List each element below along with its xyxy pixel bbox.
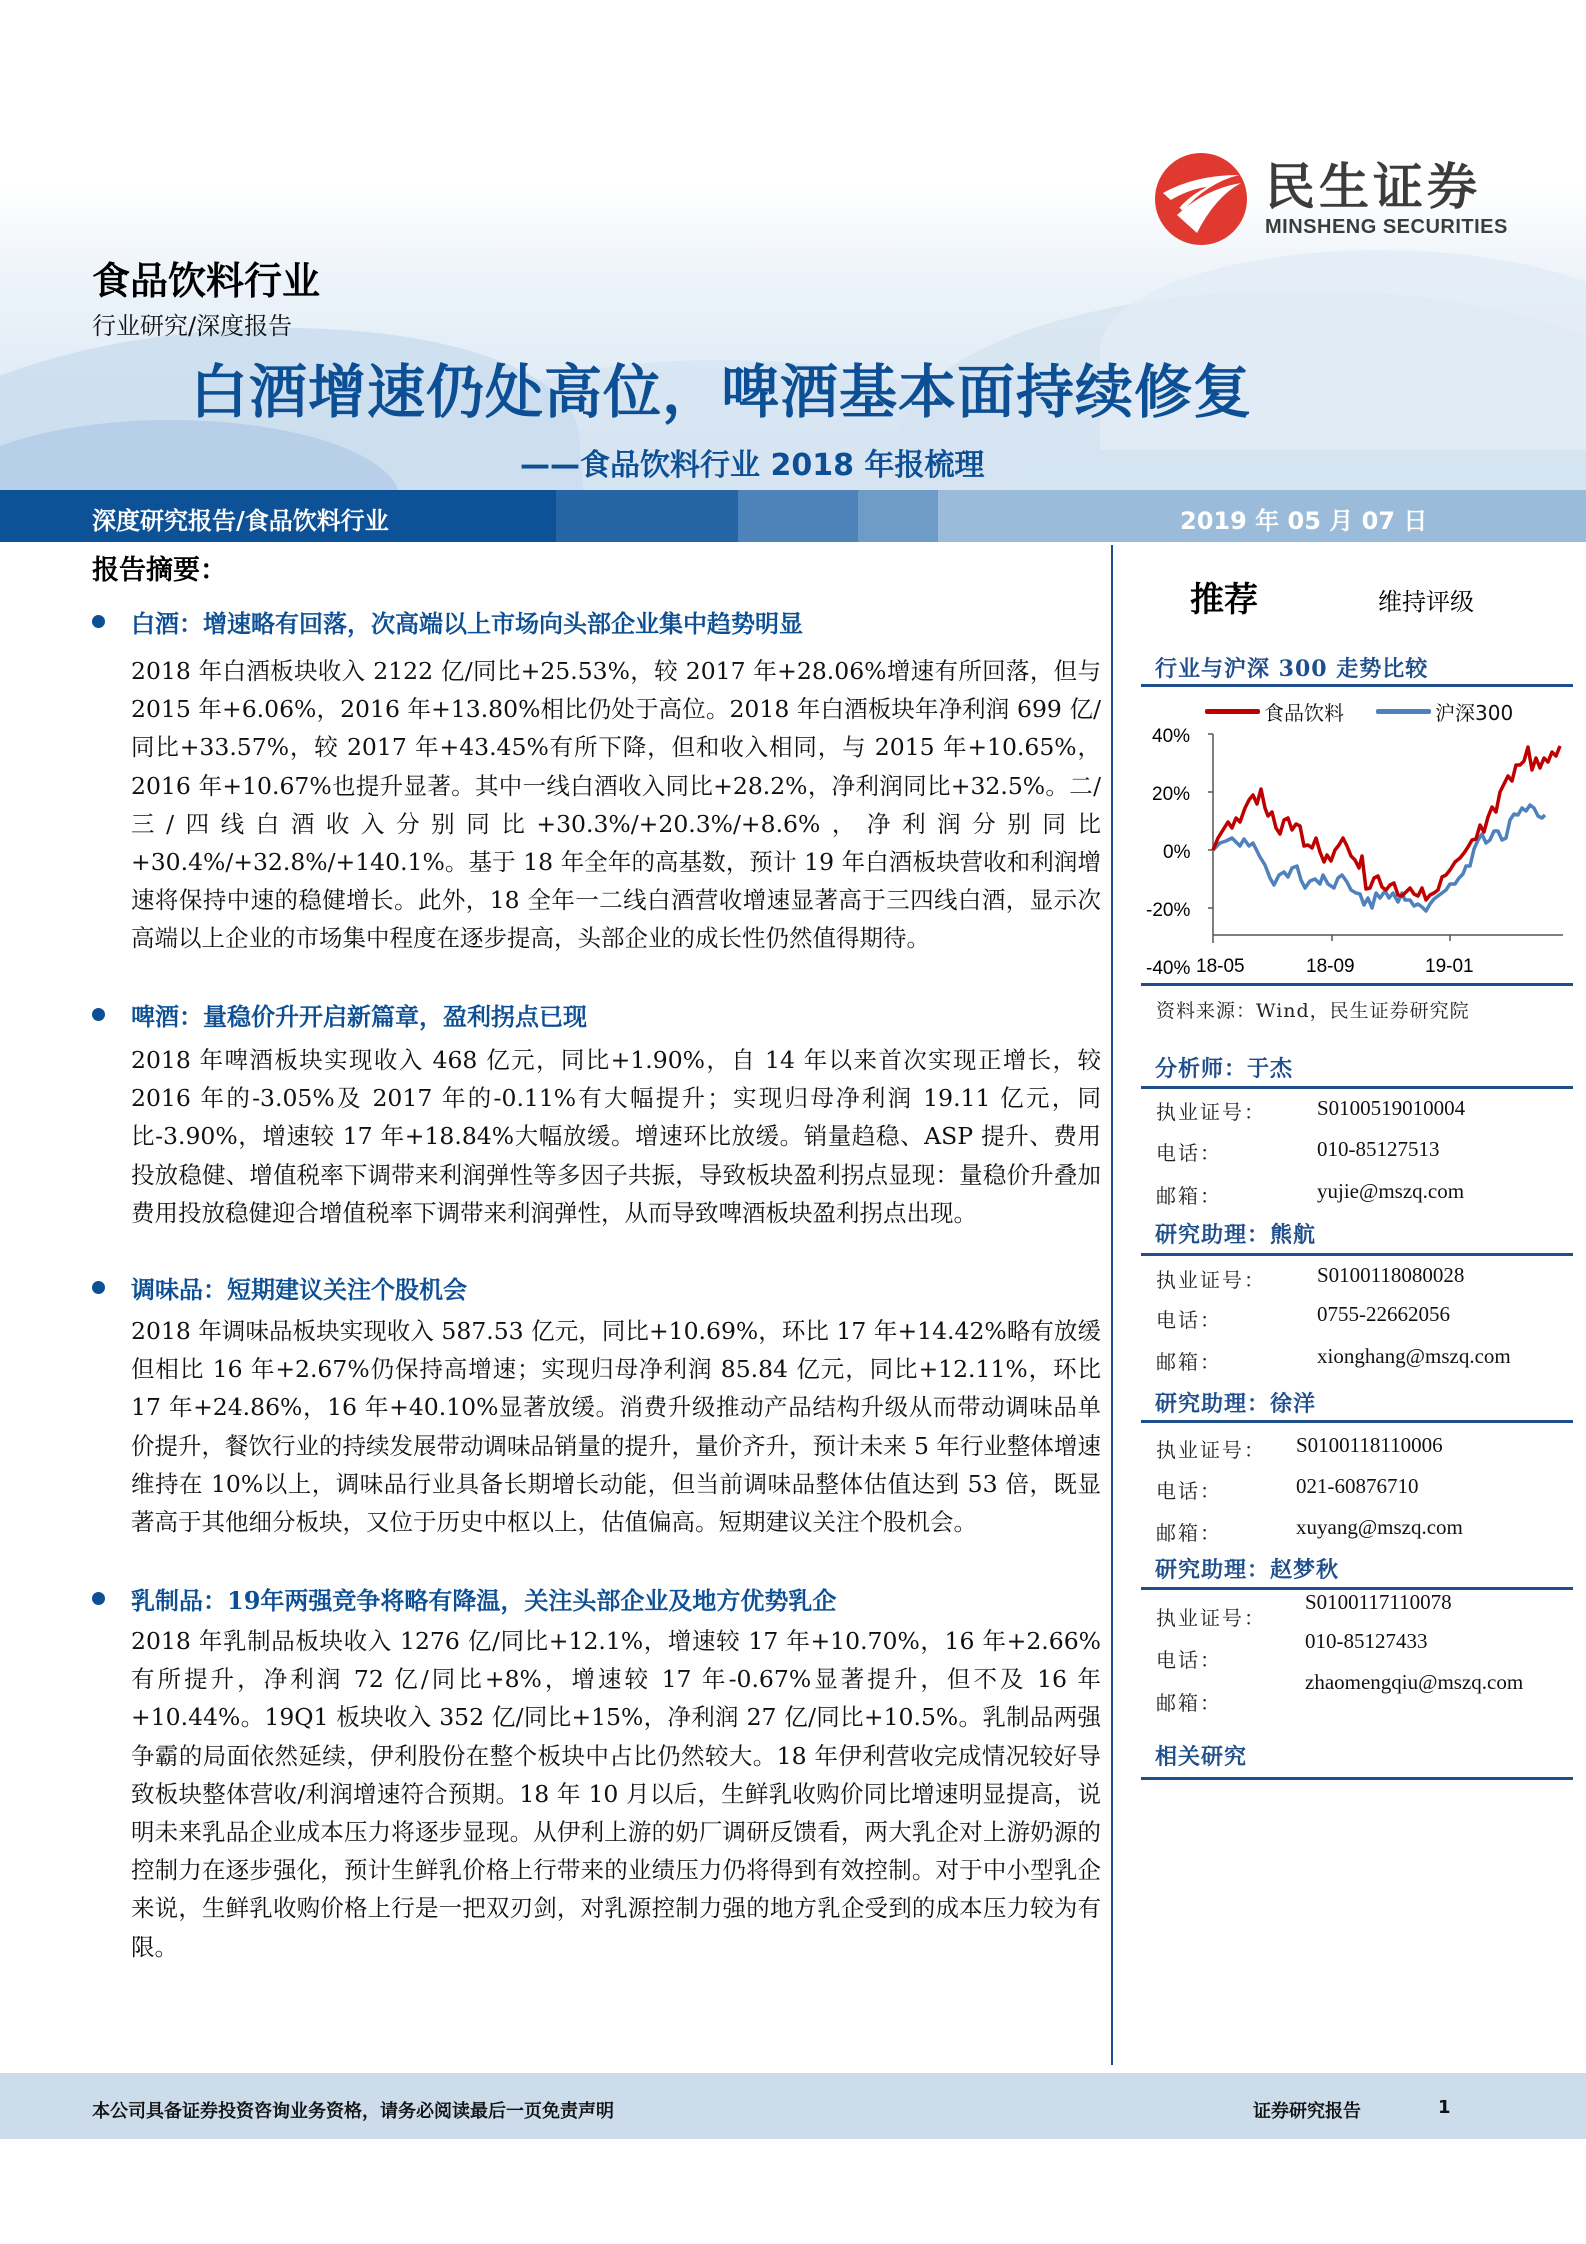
email-link[interactable]: zhaomengqiu@mszq.com: [1305, 1670, 1524, 1694]
legend-swatch-csi300: [1376, 709, 1431, 714]
bullet-icon: [92, 615, 105, 628]
y-tick-label: -20%: [1146, 900, 1191, 921]
bullet-icon: [92, 1592, 105, 1605]
cert-number: S0100519010004: [1317, 1096, 1466, 1120]
legend-label-food: 食品饮料: [1264, 701, 1344, 725]
analyst-heading: 研究助理：徐洋: [1155, 1391, 1317, 1417]
cert-label: 执业证号：: [1156, 1268, 1266, 1292]
analyst-heading: 研究助理：熊航: [1155, 1222, 1317, 1248]
phone-number: 010-85127433: [1305, 1629, 1428, 1653]
chart-source: 资料来源：Wind，民生证券研究院: [1156, 1000, 1470, 1022]
cert-label: 执业证号：: [1156, 1606, 1266, 1630]
email-label: 邮箱：: [1156, 1184, 1222, 1208]
industry-label: 食品饮料行业: [92, 259, 321, 303]
section-body-baijiu: 2018 年白酒板块收入 2122 亿/同比+25.53%，较 2017 年+28.06%增速有所回落，但与 2015 年+6.06%，2016 年+13.80%相比仍处于高位。2018 年白酒板块年净利润 699 亿/同比+33.57%，较 2017 年+43.45%有所下降，但和收入相同，与 2015 年+10.65%，2016 年+10.67%也提升显著。其中一线白酒收入同比+28.2%，净利润同比+32.5%。二/三/四线白酒收入分别同比+30.3%/+20.3%/+8.6%，净利润分别同比+30.4%/+32.8%/+140.1%。基于 18 年全年的高基数，预计 19 年白酒板块营收和利润增速将保持中速的稳健增长。此外，18 全年一二线白酒营收增速显著高于三四线白酒，显示次高端以上企业的市场集中程度在逐步提高，头部企业的成长性仍然值得期待。: [131, 657, 1101, 953]
divider: [1141, 1777, 1573, 1780]
phone-label: 电话：: [1156, 1141, 1222, 1165]
divider: [1141, 1420, 1573, 1423]
x-tick-label: 19-01: [1425, 956, 1474, 977]
section-body-beer: 2018 年啤酒板块实现收入 468 亿元，同比+1.90%，自 14 年以来首次实现正增长，较 2016 年的-3.05%及 2017 年的-0.11%有大幅提升；实现归母净利润 19.11 亿元，同比-3.90%，增速较 17 年+18.84%大幅放缓。增速环比放缓。销量趋稳、ASP 提升、费用投放稳健、增值税率下调带来利润弹性等多因子共振，导致板块盈利拐点显现：量稳价升叠加费用投放稳健迎合增值税率下调带来利润弹性，从而导致啤酒板块盈利拐点出现。: [131, 1046, 1101, 1227]
logo-cn: 民生证券: [1265, 157, 1481, 216]
section-heading-dairy: 乳制品：19年两强竞争将略有降温，关注头部企业及地方优势乳企: [92, 1581, 836, 1616]
phone-number: 021-60876710: [1296, 1474, 1419, 1498]
cert-number: S0100118080028: [1317, 1263, 1465, 1287]
logo-en: MINSHENG SECURITIES: [1265, 215, 1508, 238]
x-tick-label: 18-09: [1306, 956, 1355, 977]
y-tick-label: 20%: [1152, 784, 1191, 805]
divider: [1141, 1253, 1573, 1256]
cert-number: S0100117110078: [1305, 1590, 1452, 1614]
summary-heading: 报告摘要：: [92, 555, 227, 586]
legend-swatch-food: [1205, 709, 1260, 714]
footer-disclaimer: 本公司具备证券投资咨询业务资格，请务必阅读最后一页免责声明: [92, 2101, 614, 2122]
email-label: 邮箱：: [1156, 1521, 1222, 1545]
legend-label-csi300: 沪深300: [1435, 701, 1514, 725]
y-tick-label: 0%: [1163, 842, 1191, 863]
footer-label: 证券研究报告: [1253, 2101, 1361, 2122]
logo-emblem-icon: [1155, 153, 1247, 245]
phone-number: 0755-22662056: [1317, 1302, 1450, 1326]
company-logo: [1155, 153, 1508, 245]
cert-label: 执业证号：: [1156, 1100, 1266, 1124]
column-divider: [1111, 545, 1113, 2065]
analyst-heading: 分析师：于杰: [1155, 1056, 1294, 1082]
trend-chart: [1140, 720, 1580, 980]
email-link[interactable]: xuyang@mszq.com: [1296, 1515, 1463, 1539]
section-body-condiment: 2018 年调味品板块实现收入 587.53 亿元，同比+10.69%，环比 17 年+14.42%略有放缓但相比 16 年+2.67%仍保持高增速；实现归母净利润 85.84 亿元，同比+12.11%，环比 17 年+24.86%，16 年+40.10%显著放缓。消费升级推动产品结构升级从而带动调味品单价提升，餐饮行业的持续发展带动调味品销量的提升，量价齐升，预计未来 5 年行业整体增速维持在 10%以上，调味品行业具备长期增长动能，但当前调味品整体估值达到 53 倍，既显著高于其他细分板块，又位于历史中枢以上，估值偏高。短期建议关注个股机会。: [131, 1317, 1101, 1537]
report-title: 白酒增速仍处高位，啤酒基本面持续修复: [190, 358, 1253, 426]
section-heading-baijiu: 白酒：增速略有回落，次高端以上市场向头部企业集中趋势明显: [92, 604, 803, 639]
report-subtitle: ——食品饮料行业 2018 年报梳理: [520, 448, 985, 483]
bullet-icon: [92, 1281, 105, 1294]
report-type: 行业研究/深度报告: [92, 312, 293, 340]
related-research-heading: 相关研究: [1155, 1744, 1248, 1770]
phone-label: 电话：: [1156, 1479, 1222, 1503]
email-label: 邮箱：: [1156, 1691, 1222, 1715]
rating: 推荐: [1190, 580, 1258, 620]
page-number: 1: [1438, 2097, 1451, 2118]
bullet-icon: [92, 1008, 105, 1021]
email-link[interactable]: xionghang@mszq.com: [1317, 1344, 1511, 1368]
cert-label: 执业证号：: [1156, 1438, 1266, 1462]
x-tick-label: 18-05: [1196, 956, 1245, 977]
chart-title: 行业与沪深 300 走势比较: [1155, 656, 1429, 682]
email-link[interactable]: yujie@mszq.com: [1317, 1179, 1465, 1203]
phone-number: 010-85127513: [1317, 1137, 1440, 1161]
series-line-csi300: [1213, 805, 1545, 911]
phone-label: 电话：: [1156, 1648, 1222, 1672]
y-tick-label: -40%: [1146, 958, 1191, 979]
divider: [1141, 1086, 1573, 1089]
divider: [1141, 684, 1573, 687]
phone-label: 电话：: [1156, 1308, 1222, 1332]
email-label: 邮箱：: [1156, 1350, 1222, 1374]
analyst-heading: 研究助理：赵梦秋: [1155, 1557, 1340, 1583]
cert-number: S0100118110006: [1296, 1433, 1443, 1457]
section-heading-beer: 啤酒：量稳价升开启新篇章，盈利拐点已现: [92, 997, 587, 1032]
band-category: 深度研究报告/食品饮料行业: [92, 506, 389, 535]
rating-note: 维持评级: [1378, 588, 1474, 616]
section-heading-condiment: 调味品：短期建议关注个股机会: [92, 1270, 467, 1305]
report-date: 2019 年 05 月 07 日: [1180, 507, 1428, 535]
y-tick-label: 40%: [1152, 726, 1191, 747]
divider: [1141, 983, 1573, 986]
section-body-dairy: 2018 年乳制品板块收入 1276 亿/同比+12.1%，增速较 17 年+10.70%，16 年+2.66%有所提升，净利润 72 亿/同比+8%，增速较 17 年-0.67%显著提升，但不及 16 年+10.44%。19Q1 板块收入 352 亿/同比+15%，净利润 27 亿/同比+10.5%。乳制品两强争霸的局面依然延续，伊利股份在整个板块中占比仍然较大。18 年伊利营收完成情况较好导致板块整体营收/利润增速符合预期。18 年 10 月以后，生鲜乳收购价同比增速明显提高，说明未来乳品企业成本压力将逐步显现。从伊利上游的奶厂调研反馈看，两大乳企对上游奶源的控制力在逐步强化，预计生鲜乳价格上行带来的业绩压力仍将得到有效控制。对于中小型乳企来说，生鲜乳收购价格上行是一把双刃剑，对乳源控制力强的地方乳企受到的成本压力较为有限。: [131, 1627, 1101, 1961]
